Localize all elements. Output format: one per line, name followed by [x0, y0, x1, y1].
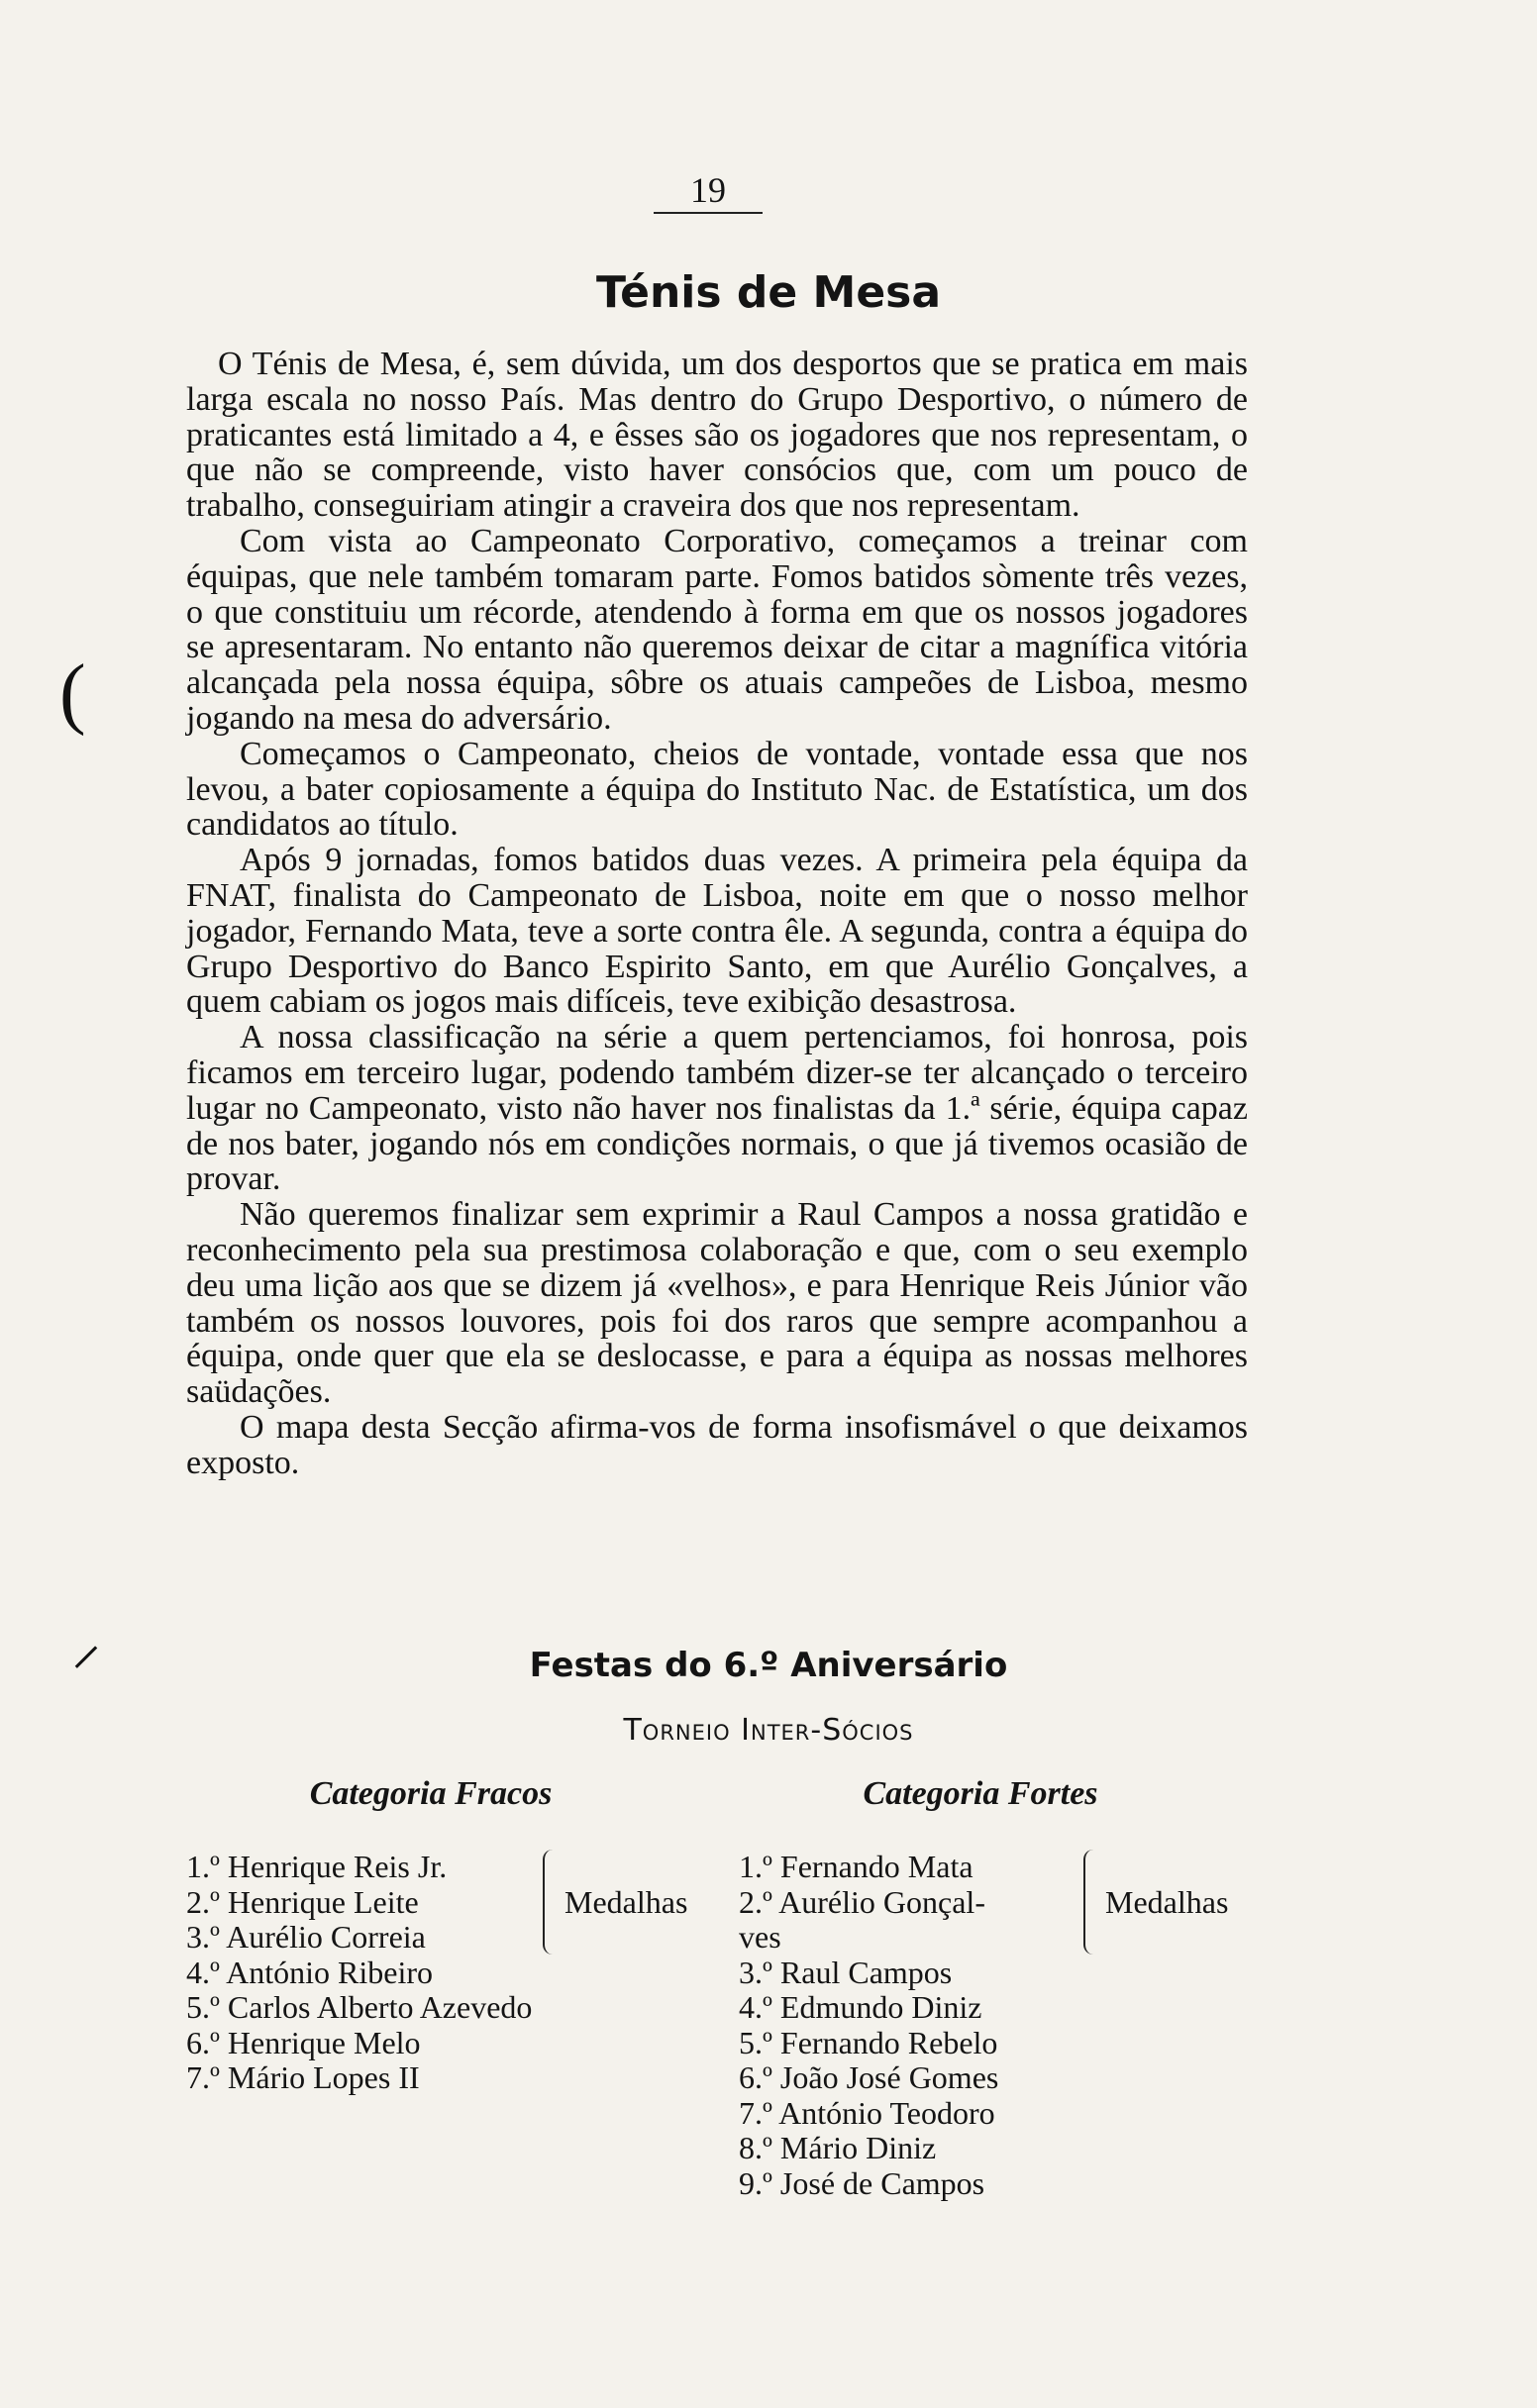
ranking-item: 6.º Henrique Melo: [186, 2024, 421, 2060]
fortes-medals-group: [1083, 1850, 1228, 1955]
paragraph: O Ténis de Mesa, é, sem dúvida, um dos desportos que se pratica em mais larga escala no nosso País. Mas dentro do Grupo Desportivo, o número de praticantes está limitado a 4, e êsses são os jogadores que nos representam, o que não se compreende, visto haver consócios que, com um pouco de trabalho, conseguiriam atingir a craveira dos que nos representam.: [186, 346, 1248, 525]
paragraph: O mapa desta Secção afirma-vos de forma insofismável o que deixamos exposto.: [186, 1408, 1248, 1481]
paragraph: Não queremos finalizar sem exprimir a Raul Campos a nossa gratidão e reconhecimento pela sua prestimosa colaboração e que, com o seu exemplo deu uma lição aos que se dizem já «velhos», e para Henrique Reis Júnior vão também os nossos louvores, pois foi dos raros que sempre acompanhou a équipa, onde quer que ela se deslocasse, e para a équipa as nossas melhores saüdações.: [186, 1196, 1248, 1411]
brace-icon: [1083, 1850, 1095, 1955]
medals-label: Medalhas: [1105, 1884, 1229, 1920]
paragraph: Após 9 jornadas, fomos batidos duas vezes. A primeira pela équipa da FNAT, finalista do Campeonato de Lisboa, noite em que o nosso melhor jogador, Fernando Mata, teve a sorte contra êle. A segunda, contra a équipa do Grupo Desportivo do Banco Espirito Santo, em que Aurélio Gonçalves, a quem cabiam os jogos mais difíceis, teve exibição desastrosa.: [186, 842, 1248, 1021]
category-fortes-heading: Categoria Fortes: [863, 1775, 1098, 1812]
ranking-item: 6.º João José Gomes: [739, 2059, 999, 2095]
paragraph: Com vista ao Campeonato Corporativo, começamos a treinar com équipas, que nele também tomaram parte. Fomos batidos sòmente três vezes, o que constituiu um récorde, atendendo à forma em que os nossos jogadores se apresentaram. No entanto não queremos deixar de citar a magnífica vitória alcançada pela nossa équipa, sôbre os atuais campeões de Lisboa, mesmo jogando na mesa do adversário.: [186, 522, 1248, 737]
ranking-item: 7.º António Teodoro: [739, 2094, 995, 2131]
ranking-item: 1.º Henrique Reis Jr.: [186, 1849, 448, 1884]
ranking-item: 4.º Edmundo Diniz: [739, 1989, 982, 2025]
brace-icon: [543, 1850, 555, 1955]
ranking-item: 8.º Mário Diniz: [739, 2130, 937, 2165]
fracos-medals-group: [543, 1850, 687, 1955]
margin-mark-icon: (: [59, 650, 86, 737]
ranking-item: 2.º Henrique Leite: [186, 1883, 419, 1920]
tournament-title: Torneio Inter-Sócios: [623, 1713, 914, 1748]
margin-mark-icon: ⸝: [71, 1611, 101, 1676]
ranking-item-continuation: ves: [739, 1919, 781, 1955]
ranking-item: 1.º Fernando Mata: [739, 1849, 973, 1884]
page-title: Ténis de Mesa: [595, 267, 942, 318]
fortes-ranking-list: [739, 1850, 998, 2201]
article-body: [186, 347, 1248, 1481]
ranking-item: 7.º Mário Lopes II: [186, 2059, 420, 2095]
ranking-item: 9.º José de Campos: [739, 2164, 985, 2201]
section-title: Festas do 6.º Aniversário: [529, 1646, 1008, 1685]
ranking-item: 3.º Aurélio Correia: [186, 1919, 426, 1955]
ranking-item: 2.º Aurélio Gonçal-: [739, 1883, 985, 1920]
ranking-item: 3.º Raul Campos: [739, 1954, 953, 1990]
category-fracos-heading: Categoria Fracos: [309, 1775, 553, 1812]
paragraph: Começamos o Campeonato, cheios de vontade, vontade essa que nos levou, a bater copiosamente a équipa do Instituto Nac. de Estatística, um dos candidatos ao título.: [186, 735, 1248, 844]
fracos-ranking-list: [186, 1850, 532, 2096]
page-number: 19: [654, 168, 763, 214]
ranking-item: 5.º Carlos Alberto Azevedo: [186, 1989, 533, 2025]
paragraph: A nossa classificação na série a quem pertenciamos, foi honrosa, pois ficamos em terceiro lugar, podendo também dizer-se ter alcançado o terceiro lugar no Campeonato, visto não haver nos finalistas da 1.ª série, équipa capaz de nos bater, jogando nós em condições normais, o que já tivemos ocasião de provar.: [186, 1019, 1248, 1198]
ranking-item: 4.º António Ribeiro: [186, 1954, 434, 1990]
ranking-item: 5.º Fernando Rebelo: [739, 2024, 998, 2060]
medals-label: Medalhas: [564, 1884, 688, 1920]
